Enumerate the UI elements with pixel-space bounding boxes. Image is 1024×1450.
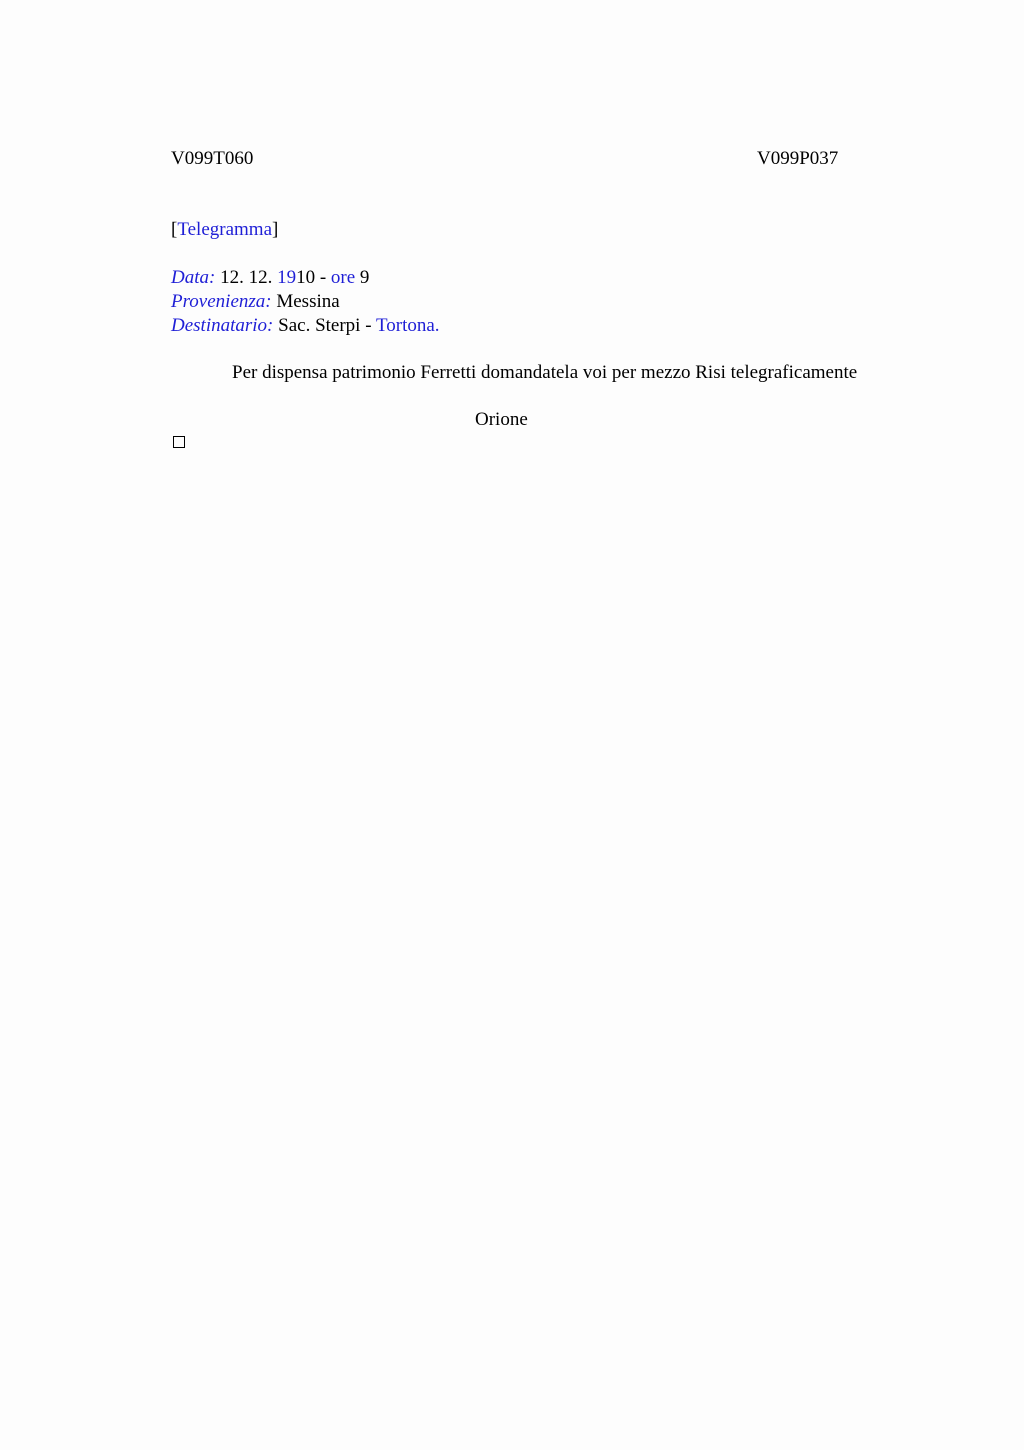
date-separator: -	[319, 267, 327, 288]
date-day-month: 12. 12.	[220, 267, 273, 288]
document-type-label: Telegramma	[177, 219, 273, 240]
document-code-left: V099T060	[171, 148, 254, 169]
recipient-name: Sac. Sterpi -	[278, 315, 372, 336]
recipient-end: .	[434, 315, 440, 336]
recipient-place: Tortona	[375, 315, 435, 336]
date-year-highlight: 19	[277, 267, 297, 288]
document-code-right: V099P037	[757, 148, 839, 169]
recipient-line	[171, 314, 440, 338]
bracket-close: ]	[272, 219, 279, 240]
hour-label: ore	[330, 267, 356, 288]
signature: Orione	[475, 409, 528, 430]
date-label: Data:	[171, 267, 216, 288]
provenance-value: Messina	[276, 291, 340, 312]
recipient-label: Destinatario:	[171, 315, 274, 336]
provenance-label: Provenienza:	[171, 291, 272, 312]
date-line	[171, 266, 369, 290]
hour-value: 9	[359, 267, 370, 288]
date-year-rest: 10	[296, 267, 316, 288]
empty-square-icon	[173, 436, 185, 448]
bracket-open: [	[171, 219, 178, 240]
document-type	[171, 218, 278, 242]
telegram-body: Per dispensa patrimonio Ferretti domandatela voi per mezzo Risi telegraficamente	[232, 362, 858, 383]
provenance-line	[171, 290, 340, 314]
